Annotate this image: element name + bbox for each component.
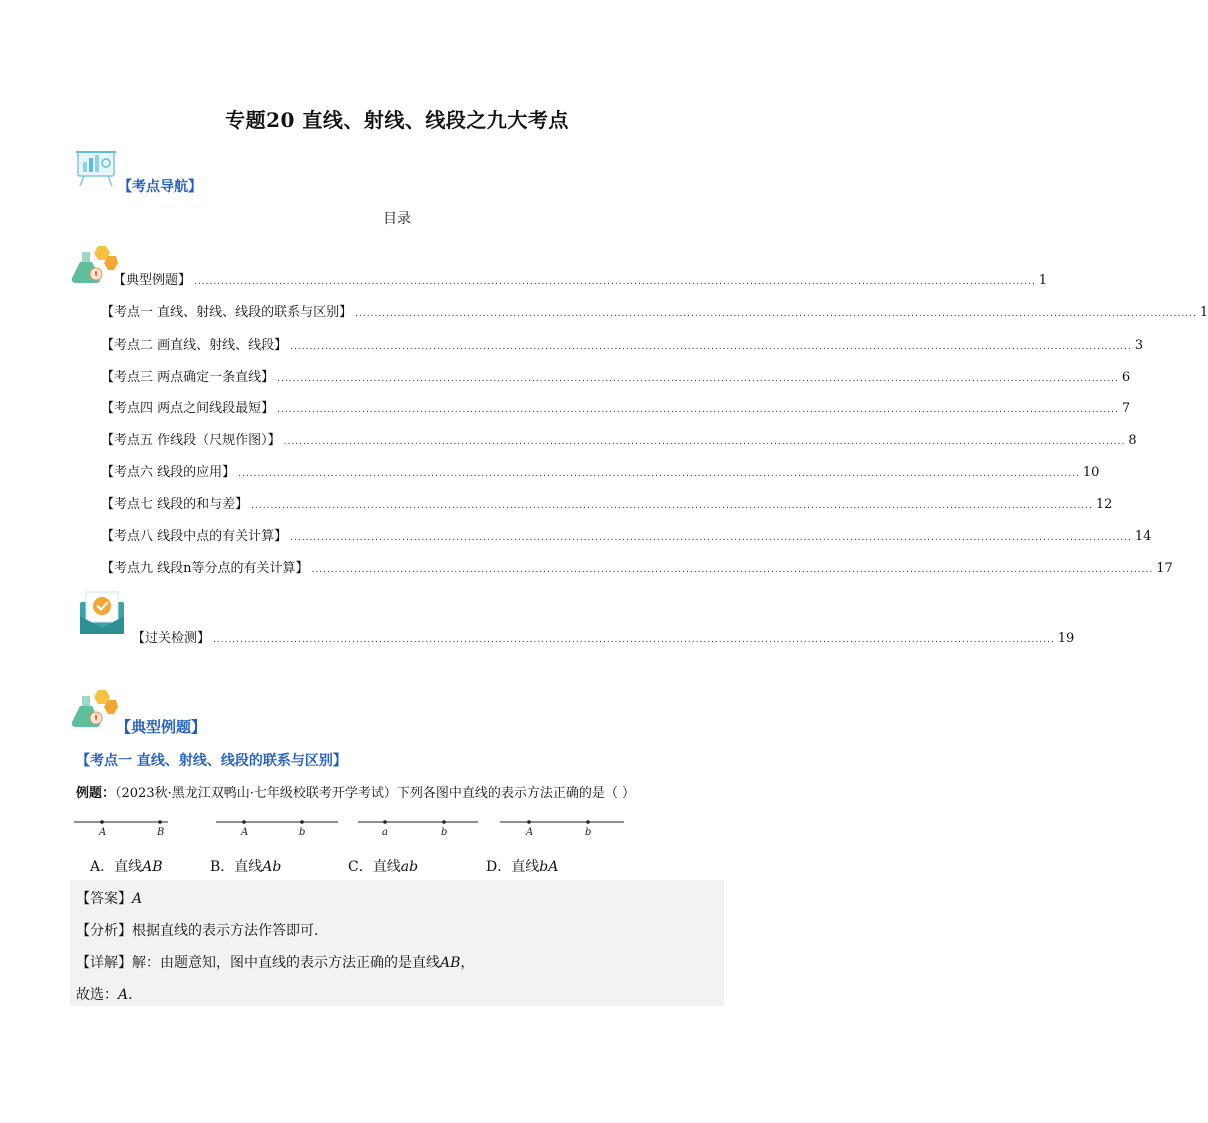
figure-1 — [74, 820, 168, 838]
toc-leader: .......................................................................................................................................................................................................................... — [194, 277, 1036, 287]
conclusion-prefix: 故选： — [76, 987, 118, 1003]
figure-label: A — [241, 827, 249, 838]
toc-leader: .......................................................................................................................................................................................................................... — [311, 565, 1154, 575]
toc-leader: .......................................................................................................................................................................................................................... — [290, 342, 1132, 352]
toc-item-page: 6 — [1121, 370, 1131, 385]
toc-item-page: 12 — [1095, 497, 1113, 512]
toc-item-topic-5[interactable] — [101, 432, 1137, 450]
question-prefix: 例题： — [76, 786, 116, 801]
toc-leader: .......................................................................................................................................................................................................................... — [290, 533, 1132, 543]
toc-item-text: 【考点九 线段n等分点的有关计算】 — [101, 561, 309, 576]
line-figures — [70, 808, 630, 838]
figure-4 — [500, 820, 624, 838]
toc-item-text: 【考点三 两点确定一条直线】 — [101, 370, 275, 385]
envelope-check-icon — [78, 588, 128, 638]
page-title: 专题20 直线、射线、线段之九大考点 — [225, 108, 569, 132]
toc-item-topic-6[interactable] — [101, 464, 1100, 482]
conclusion-value: A — [118, 987, 129, 1003]
toc-item-topic-8[interactable] — [101, 528, 1152, 546]
option-a[interactable]: A．直线AB — [90, 859, 163, 875]
question — [76, 782, 716, 801]
toc-item-page: 8 — [1128, 433, 1137, 448]
toc-leader: .......................................................................................................................................................................................................................... — [251, 501, 1093, 511]
option-b[interactable]: B．直线Ab — [210, 859, 282, 875]
toc-item-page: 3 — [1134, 338, 1144, 353]
toc-leader: .......................................................................................................................................................................................................................... — [277, 405, 1119, 415]
option-c[interactable]: C．直线ab — [348, 859, 419, 875]
analysis-label: 【分析】 — [76, 923, 132, 939]
toc-leader: .......................................................................................................................................................................................................................... — [355, 309, 1197, 319]
toc-item-page: 10 — [1082, 465, 1100, 480]
question-text: （2023秋·黑龙江双鸭山·七年级校联考开学考试）下列各图中直线的表示方法正确的是（ ） — [115, 786, 635, 801]
figure-label: b — [299, 827, 306, 838]
figure-3 — [358, 820, 478, 838]
toc-heading: 目录 — [383, 211, 411, 227]
detail-text: 解：由题意知，图中直线的表示方法正确的是直线 — [132, 955, 440, 971]
toc-item-text: 【考点六 线段的应用】 — [101, 465, 236, 480]
figure-label: A — [526, 827, 534, 838]
toc-item-page: 1 — [1038, 273, 1047, 288]
topic-heading: 【考点一 直线、射线、线段的联系与区别】 — [76, 753, 347, 769]
detail-label: 【详解】 — [76, 955, 132, 971]
detail-line: 【详解】解：由题意知，图中直线的表示方法正确的是直线AB， — [76, 955, 475, 971]
figure-2 — [216, 820, 338, 838]
detail-value: AB — [440, 955, 461, 971]
toc-leader: .......................................................................................................................................................................................................................... — [238, 469, 1080, 479]
option-d[interactable]: D．直线bA — [486, 859, 559, 875]
toc-item-text: 【考点一 直线、射线、线段的联系与区别】 — [101, 305, 353, 320]
toc-item-text: 【考点八 线段中点的有关计算】 — [101, 529, 288, 544]
figure-label: b — [441, 827, 448, 838]
toc-item-topic-1[interactable] — [101, 304, 1208, 322]
toc-item-topic-3[interactable] — [101, 369, 1131, 387]
toc-item-page: 19 — [1057, 631, 1075, 646]
toc-item-text: 【考点四 两点之间线段最短】 — [101, 401, 275, 416]
toc-item-page: 1 — [1199, 305, 1208, 320]
answer-line — [76, 888, 142, 908]
toc-item-text: 【过关检测】 — [132, 631, 211, 646]
figure-label: A — [99, 827, 107, 838]
toc-leader: .......................................................................................................................................................................................................................... — [277, 374, 1119, 384]
solution-box — [70, 880, 724, 1006]
whiteboard-icon — [74, 146, 120, 188]
toc-item-checkpoint[interactable] — [132, 630, 1075, 648]
answer-value: A — [132, 891, 143, 907]
toc-item-text: 【考点七 线段的和与差】 — [101, 497, 249, 512]
analysis-line — [76, 920, 328, 940]
toc-item-text: 【典型例题】 — [113, 273, 192, 288]
toc-leader: .......................................................................................................................................................................................................................... — [283, 437, 1126, 447]
nav-label: 【考点导航】 — [118, 179, 202, 195]
flask-hexagon-icon — [70, 244, 118, 286]
answer-label: 【答案】 — [76, 891, 132, 907]
answer-options — [90, 856, 690, 876]
toc-item-page: 17 — [1156, 561, 1173, 576]
toc-item-text: 【考点五 作线段（尺规作图）】 — [101, 433, 281, 448]
toc-leader: .......................................................................................................................................................................................................................... — [213, 635, 1055, 645]
toc-item-page: 14 — [1134, 529, 1152, 544]
toc-item-typical-examples[interactable] — [113, 272, 1047, 290]
toc-item-page: 7 — [1121, 401, 1131, 416]
flask-hexagon-icon — [70, 688, 118, 730]
conclusion-line: 故选：A． — [76, 987, 143, 1003]
figure-label: a — [382, 827, 388, 838]
section-label: 【典型例题】 — [116, 718, 207, 736]
toc-item-topic-2[interactable] — [101, 337, 1144, 355]
toc-item-topic-7[interactable] — [101, 496, 1113, 514]
figure-label: b — [585, 827, 592, 838]
analysis-text: 根据直线的表示方法作答即可． — [132, 923, 328, 939]
toc-item-topic-9[interactable] — [101, 560, 1173, 578]
figure-label: B — [157, 827, 165, 838]
toc-item-text: 【考点二 画直线、射线、线段】 — [101, 338, 288, 353]
toc-item-topic-4[interactable] — [101, 400, 1131, 418]
